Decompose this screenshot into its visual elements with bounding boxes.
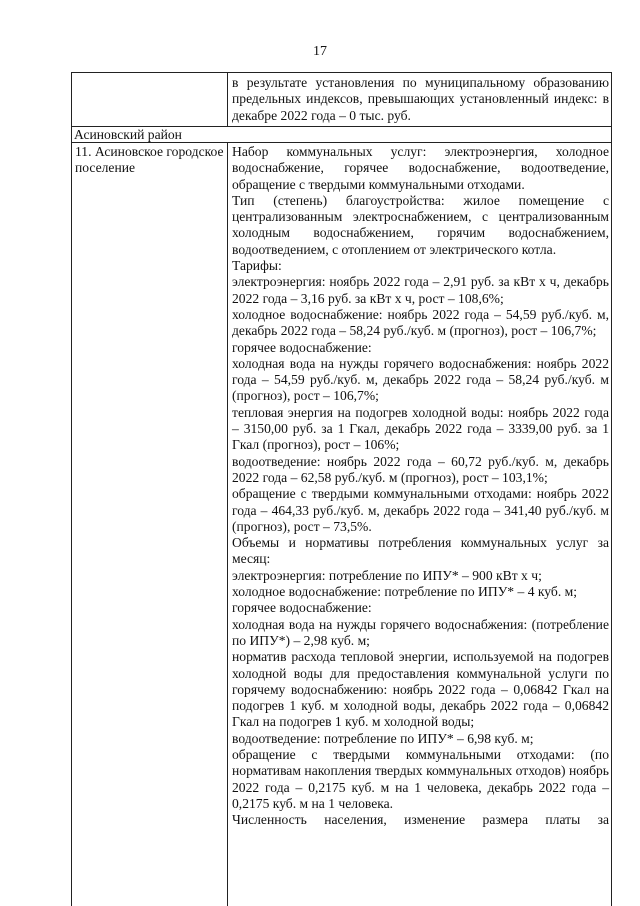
- paragraph-electricity-tariff: электроэнергия: ноябрь 2022 года – 2,91 руб. за кВт х ч, декабрь 2022 года – 3,16 руб. за кВт х ч, рост – 108,6%;: [232, 274, 609, 306]
- paragraph-waste-tariff: обращение с твердыми коммунальными отходами: ноябрь 2022 года – 464,33 руб./куб. м, декабрь 2022 года – 341,40 руб./куб. м (прогноз), рост – 73,5%.: [232, 486, 609, 534]
- settlement-cell: 11. Асиновское городское поселение: [75, 144, 224, 176]
- paragraph-heat-energy-tariff: тепловая энергия на подогрев холодной воды: ноябрь 2022 года – 3150,00 руб. за 1 Гкал, декабрь 2022 года – 3339,00 руб. за 1 Гкал (прогноз), рост – 106%;: [232, 404, 609, 453]
- paragraph-hot-water-heading: горячее водоснабжение:: [232, 339, 372, 355]
- paragraph-heat-norm: норматив расхода тепловой энергии, используемой на подогрев холодной воды для предоставления коммунальной услуги по горячему водоснабжению: ноябрь 2022 года – 0,06842 Гкал на подогрев 1 куб. м холодной воды, декабрь 2022 года – 0,06842 Гкал на подогрев 1 куб. м холодной воды;: [232, 649, 609, 730]
- top-row-right-cell: [228, 75, 613, 124]
- paragraph-services: Набор коммунальных услуг: электроэнергия, холодное водоснабжение, горячее водоснабжение, водоотведение, обращение с твердыми коммунальными отходами.: [232, 144, 609, 192]
- paragraph-hot-water-cold-component: холодная вода на нужды горячего водоснабжения: ноябрь 2022 года – 54,59 руб./куб. м, декабрь 2022 года – 58,24 руб./куб. м (прогноз), рост – 106,7%;: [232, 355, 609, 404]
- district-row: Асиновский район: [74, 127, 182, 142]
- page-number: 17: [313, 44, 327, 59]
- settlement-details-cell: [228, 144, 613, 828]
- paragraph-electricity-volume: электроэнергия: потребление по ИПУ* – 900 кВт х ч;: [232, 567, 542, 583]
- paragraph-cold-water-tariff: холодное водоснабжение: ноябрь 2022 года – 54,59 руб./куб. м, декабрь 2022 года – 58,24 руб./куб. м (прогноз), рост – 106,7%;: [232, 306, 609, 339]
- paragraph-sewerage-volume: водоотведение: потребление по ИПУ* – 6,98 куб. м;: [232, 730, 534, 746]
- data-table: [71, 72, 612, 906]
- paragraph-volumes-heading: Объемы и нормативы потребления коммунальных услуг за месяц:: [232, 535, 609, 567]
- paragraph-hot-water-volume-heading: горячее водоснабжение:: [232, 600, 372, 616]
- paragraph-sewerage-tariff: водоотведение: ноябрь 2022 года – 60,72 руб./куб. м, декабрь 2022 года – 62,58 руб./куб. м (прогноз), рост – 103,1%;: [232, 453, 609, 485]
- paragraph-cold-water-volume: холодное водоснабжение: потребление по ИПУ* – 4 куб. м;: [232, 584, 578, 600]
- paragraph-hot-water-cold-volume: холодная вода на нужды горячего водоснабжения: (потребление по ИПУ*) – 2,98 куб. м;: [232, 616, 609, 648]
- paragraph-tariffs-heading: Тарифы:: [232, 258, 282, 274]
- top-row-text: в результате установления по муниципальному образованию предельных индексов, превышающих установленный индекс: в декабре 2022 года – 0 тыс. руб.: [232, 75, 609, 123]
- paragraph-amenities: Тип (степень) благоустройства: жилое помещение с централизованным электроснабжением, с централизованным холодным водоснабжением, горячим водоснабжением, водоотведением, с отоплением от электрического котла.: [232, 192, 609, 257]
- paragraph-waste-volume: обращение с твердыми коммунальными отходами: (по нормативам накопления твердых коммунальных отходов) ноябрь 2022 года – 0,2175 куб. м на 1 человека, декабрь 2022 года – 0,2175 куб. м на 1 человека.: [232, 746, 609, 811]
- top-row-left-cell: [72, 73, 227, 126]
- paragraph-population: Численность населения, изменение размера платы за: [232, 812, 609, 828]
